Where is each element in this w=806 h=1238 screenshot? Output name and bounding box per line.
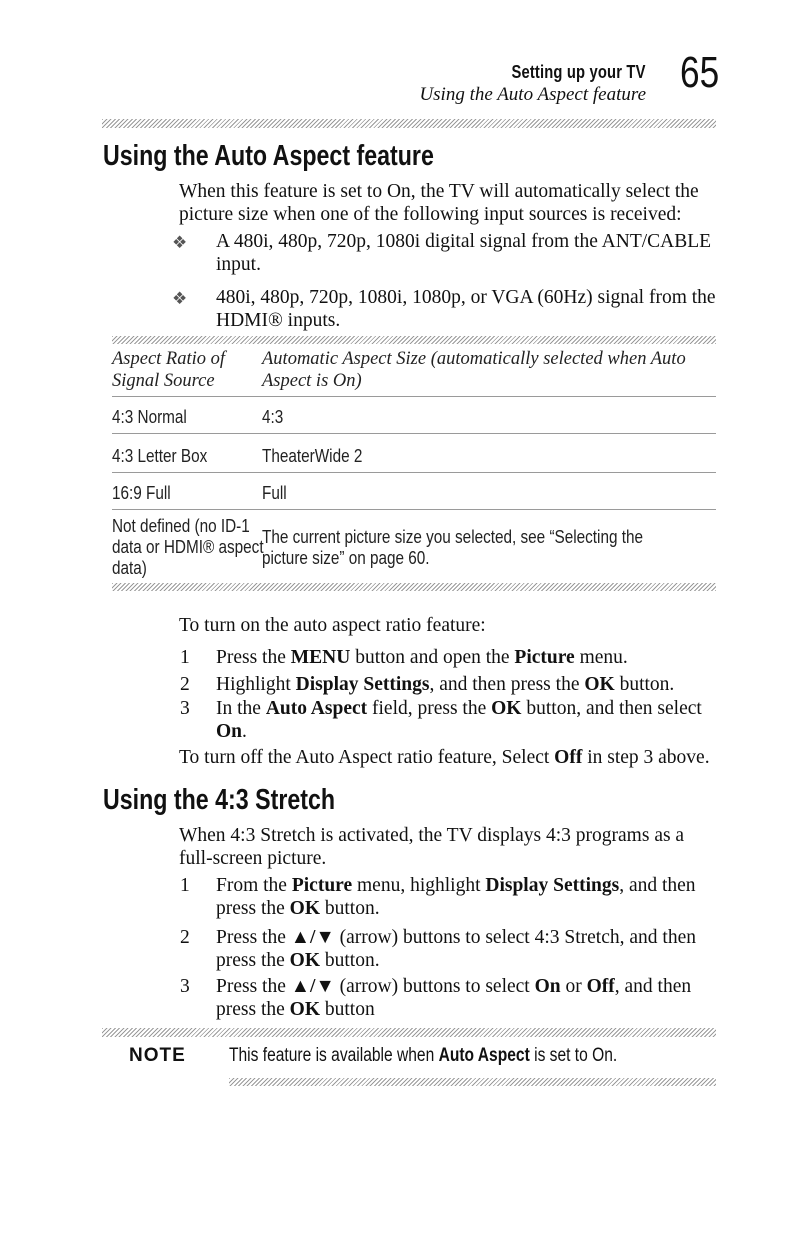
table-cell: The current picture size you selected, see “Selecting the picture size” on page 60. (262, 527, 643, 568)
procedure-step: 3 In the Auto Aspect field, press the OK button, and then select On. (180, 698, 702, 742)
table-cell: 4:3 Normal (112, 407, 187, 427)
section-heading-stretch: Using the 4:3 Stretch (103, 784, 336, 816)
note-text: This feature is available when Auto Aspect is set to On. (229, 1045, 618, 1066)
diamond-bullet-icon: ❖ (172, 289, 188, 308)
procedure-step: 1 From the Picture menu, highlight Display Settings, and then press the OK button. (180, 875, 696, 919)
table-top-border (112, 336, 716, 344)
procedure-intro: To turn on the auto aspect ratio feature: (179, 615, 486, 636)
table-cell: 4:3 (262, 407, 284, 427)
section-intro: When this feature is set to On, the TV will automatically select the picture size when one of the following input sources is received: (179, 181, 699, 225)
table-cell: Full (262, 483, 287, 503)
note-top-divider (102, 1028, 716, 1037)
note-bottom-divider (229, 1078, 716, 1086)
procedure-step: 2 Press the ▲/▼ (arrow) buttons to select 4:3 Stretch, and then press the OK button. (180, 927, 696, 971)
table-header-divider (112, 396, 716, 397)
page-number: 65 (680, 48, 720, 97)
header-title: Setting up your TV (511, 62, 646, 82)
table-cell: 4:3 Letter Box (112, 446, 208, 466)
section-heading-auto-aspect: Using the Auto Aspect feature (103, 140, 434, 172)
diamond-bullet-icon: ❖ (172, 233, 188, 252)
bullet-item: ❖ 480i, 480p, 720p, 1080i, 1080p, or VGA (60Hz) signal from the HDMI® inputs. (172, 287, 716, 331)
table-header-signal-source: Aspect Ratio of Signal Source (112, 349, 226, 391)
table-bottom-border (112, 583, 716, 591)
header-divider (102, 119, 716, 128)
table-cell: 16:9 Full (112, 483, 171, 503)
header-subtitle: Using the Auto Aspect feature (419, 84, 646, 105)
table-row-divider (112, 433, 716, 434)
table-row-divider (112, 509, 716, 510)
table-cell: TheaterWide 2 (262, 446, 363, 466)
table-row-divider (112, 472, 716, 473)
procedure-outro: To turn off the Auto Aspect ratio feature, Select Off in step 3 above. (179, 747, 710, 768)
table-header-aspect-size: Automatic Aspect Size (automatically selected when Auto Aspect is On) (262, 349, 686, 391)
section-intro: When 4:3 Stretch is activated, the TV displays 4:3 programs as a full-screen picture. (179, 825, 685, 869)
bullet-item: ❖ A 480i, 480p, 720p, 1080i digital signal from the ANT/CABLE input. (172, 231, 712, 275)
table-cell: Not defined (no ID-1 data or HDMI® aspect data) (112, 516, 264, 578)
procedure-step: 2 Highlight Display Settings, and then press the OK button. (180, 674, 675, 695)
note-label: NOTE (129, 1045, 186, 1066)
procedure-step: 3 Press the ▲/▼ (arrow) buttons to select On or Off, and then press the OK button (180, 976, 692, 1020)
procedure-step: 1 Press the MENU button and open the Picture menu. (180, 647, 628, 668)
